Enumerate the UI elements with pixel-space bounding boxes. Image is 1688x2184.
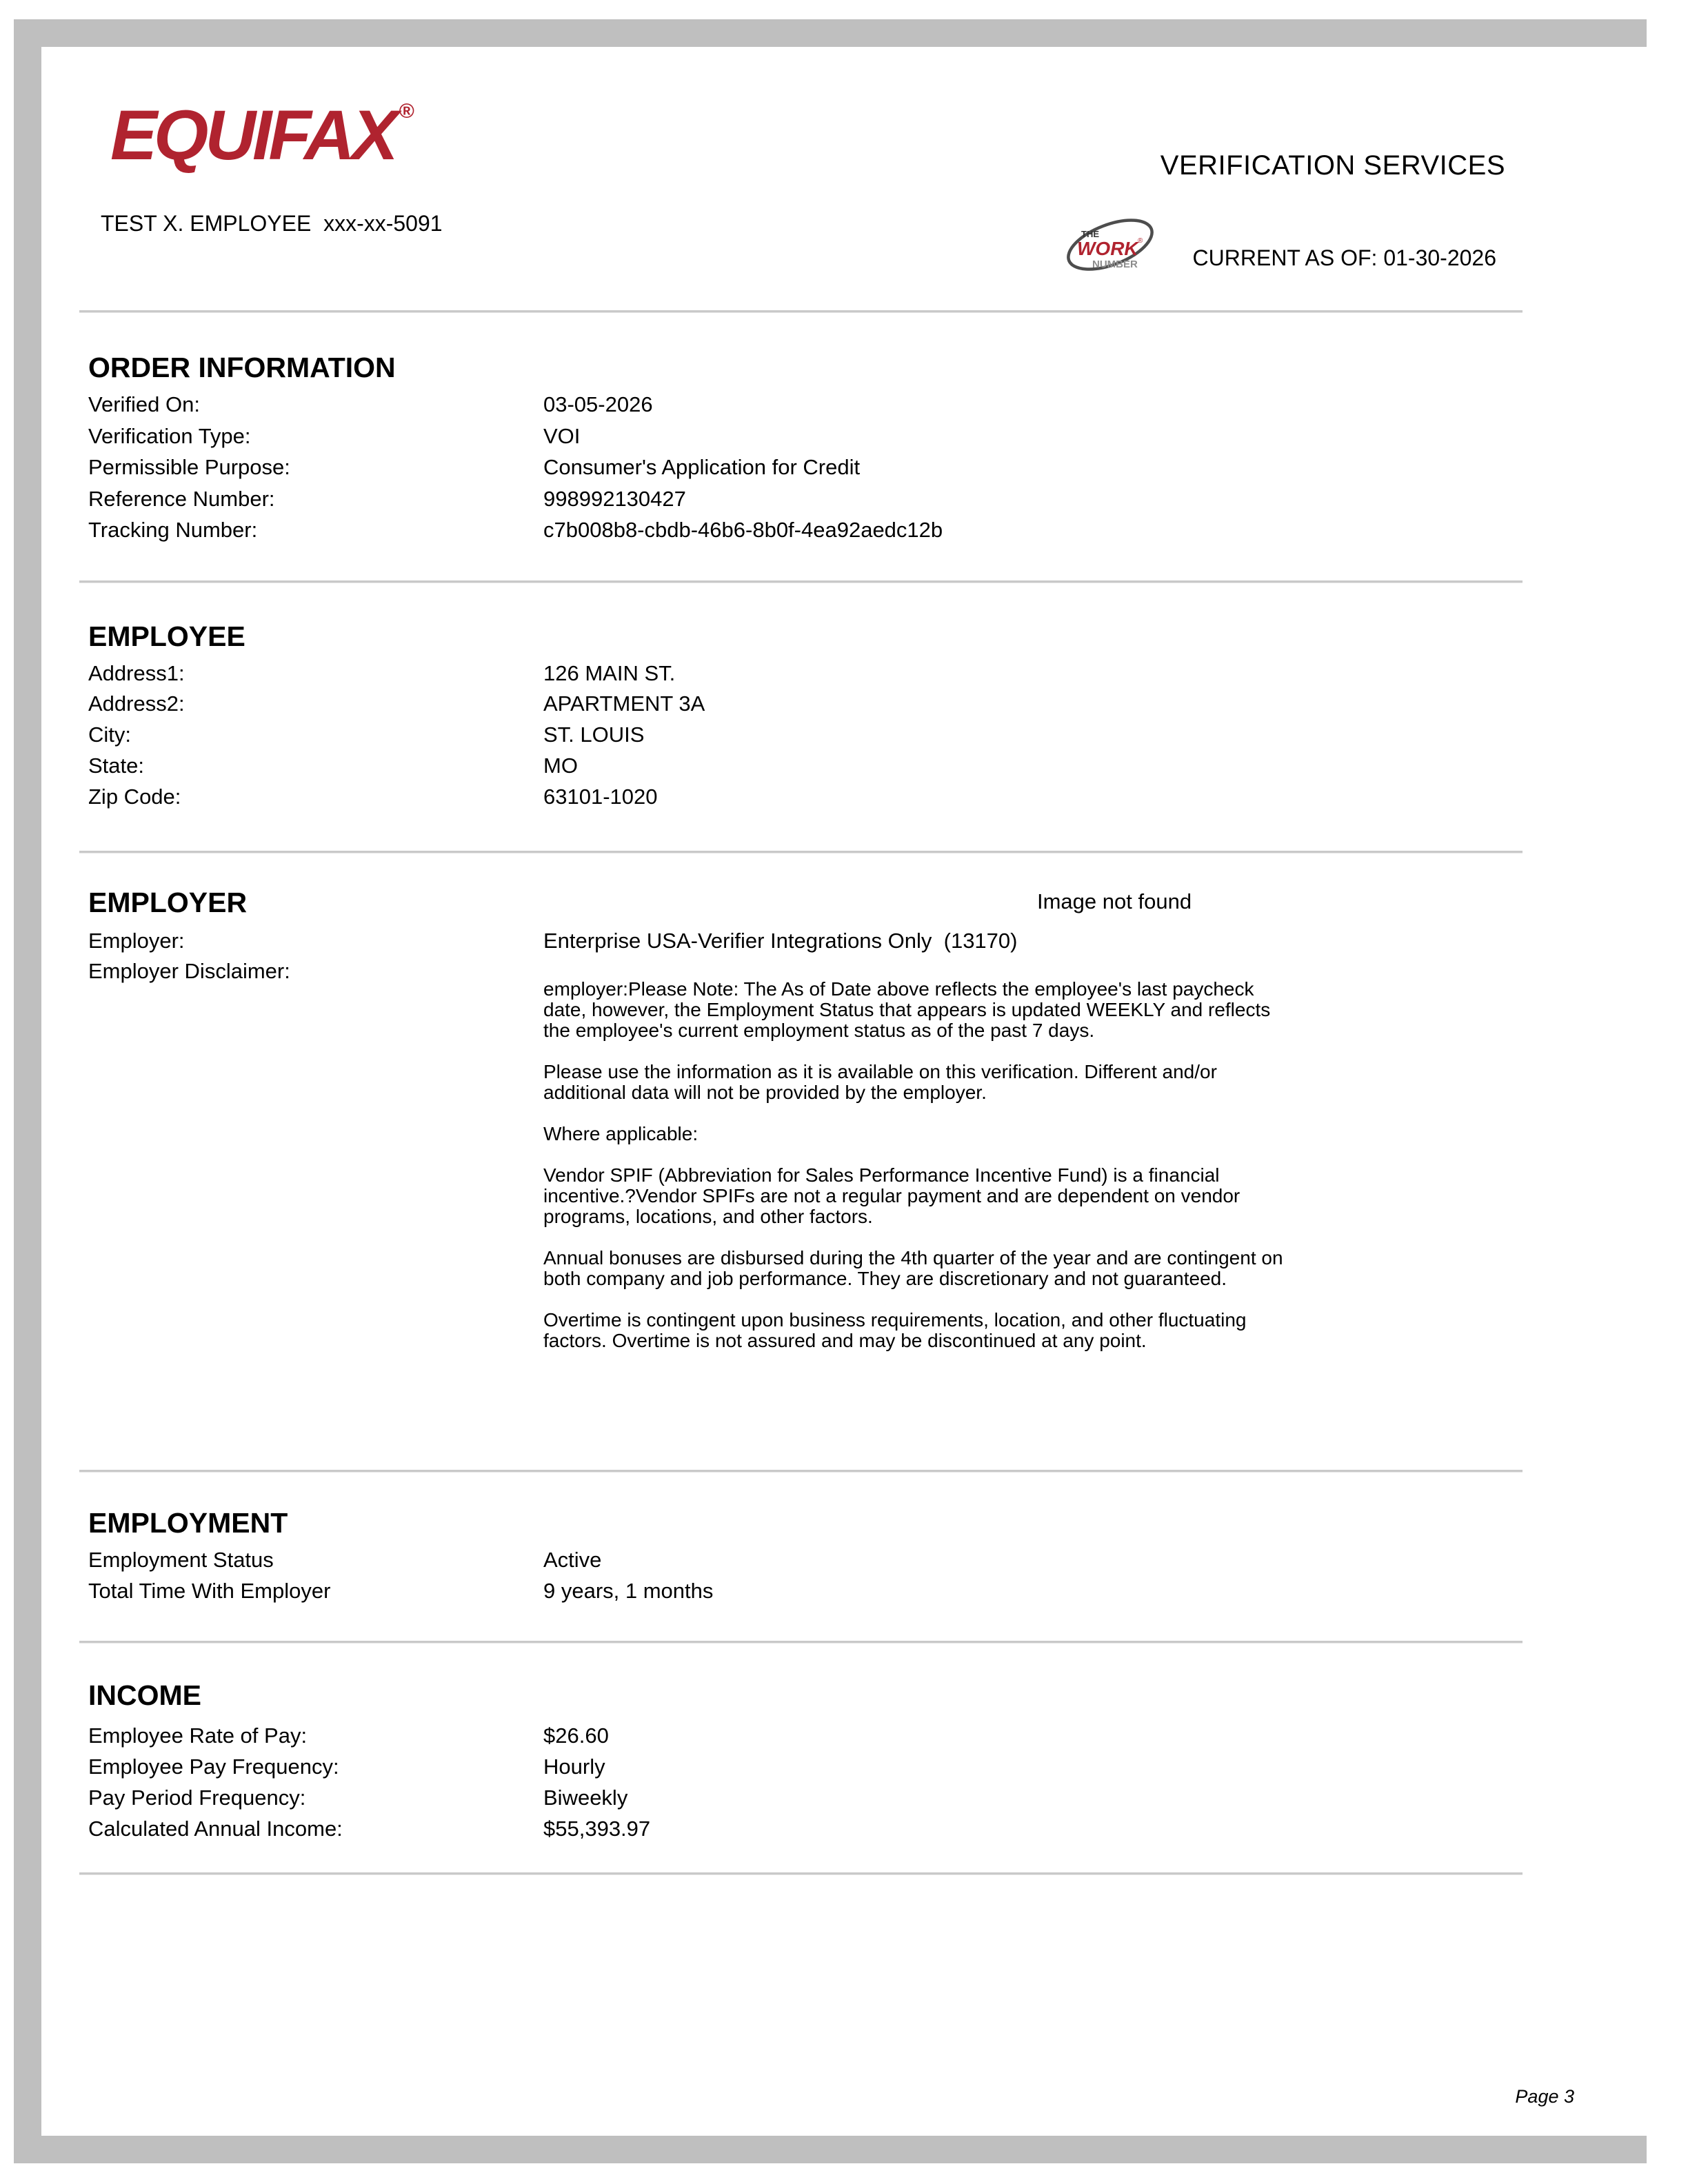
work-number-the-text: THE bbox=[1081, 229, 1099, 239]
field-label: Tracking Number: bbox=[88, 518, 258, 542]
field-label: State: bbox=[88, 754, 144, 778]
field-value: ST. LOUIS bbox=[543, 722, 645, 747]
disclaimer-paragraph: employer:Please Note: The As of Date above reflects the employee's last paycheck date, however, the Employment Status that appears is updated WEEKLY and reflects the employee's current employment status as of the past 7 days. bbox=[543, 978, 1271, 1041]
disclaimer-paragraph: Annual bonuses are disbursed during the 4th quarter of the year and are contingent on both company and job performance. They are discretionary and not guaranteed. bbox=[543, 1247, 1283, 1289]
field-value: Biweekly bbox=[543, 1786, 628, 1810]
equifax-logo bbox=[110, 95, 414, 176]
field-label: Employer: bbox=[88, 929, 185, 953]
section-divider bbox=[79, 851, 1523, 853]
section-divider bbox=[79, 580, 1523, 583]
image-not-found-text: Image not found bbox=[1037, 889, 1192, 913]
work-number-work-text: WORK bbox=[1077, 238, 1138, 259]
field-value: VOI bbox=[543, 424, 581, 448]
page-number: Page 3 bbox=[1515, 2086, 1574, 2107]
field-value: $26.60 bbox=[543, 1723, 609, 1748]
field-label: City: bbox=[88, 722, 131, 747]
section-divider bbox=[79, 1872, 1523, 1875]
field-label: Permissible Purpose: bbox=[88, 455, 290, 479]
field-label: Address1: bbox=[88, 661, 185, 685]
employer-title: EMPLOYER bbox=[88, 887, 248, 918]
disclaimer-paragraph: Vendor SPIF (Abbreviation for Sales Performance Incentive Fund) is a financial incentive.?Vendor SPIFs are not a regular payment and are dependent on vendor programs, locations, and other factors. bbox=[543, 1164, 1240, 1227]
field-value: Consumer's Application for Credit bbox=[543, 455, 861, 479]
section-divider bbox=[79, 310, 1523, 313]
field-value: Active bbox=[543, 1548, 602, 1572]
registered-mark-icon: ® bbox=[399, 100, 414, 123]
document-frame bbox=[14, 19, 1647, 2163]
income-title: INCOME bbox=[88, 1679, 201, 1711]
field-value: 03-05-2026 bbox=[543, 392, 653, 416]
disclaimer-paragraph: Please use the information as it is available on this verification. Different and/or additional data will not be provided by the employer. bbox=[543, 1061, 1217, 1103]
the-work-number-logo-icon bbox=[1061, 211, 1161, 280]
field-value: 998992130427 bbox=[543, 487, 686, 511]
current-as-of-text: CURRENT AS OF: 01-30-2026 bbox=[1192, 245, 1496, 270]
field-label: Employee Rate of Pay: bbox=[88, 1723, 308, 1748]
field-label: Calculated Annual Income: bbox=[88, 1817, 343, 1841]
service-title: VERIFICATION SERVICES bbox=[1160, 150, 1505, 181]
field-label: Verified On: bbox=[88, 392, 200, 416]
work-number-registered-mark: ® bbox=[1138, 237, 1143, 245]
field-value: MO bbox=[543, 754, 578, 778]
employment-title: EMPLOYMENT bbox=[88, 1507, 288, 1539]
order-information-title: ORDER INFORMATION bbox=[88, 352, 396, 383]
employer-disclaimer-label: Employer Disclaimer: bbox=[88, 959, 290, 983]
field-value: 9 years, 1 months bbox=[543, 1579, 714, 1603]
field-value: 126 MAIN ST. bbox=[543, 661, 676, 685]
field-label: Address2: bbox=[88, 691, 185, 716]
field-label: Total Time With Employer bbox=[88, 1579, 331, 1603]
field-label: Employee Pay Frequency: bbox=[88, 1755, 339, 1779]
field-value: APARTMENT 3A bbox=[543, 691, 705, 716]
employee-title: EMPLOYEE bbox=[88, 620, 245, 652]
section-divider bbox=[79, 1470, 1523, 1473]
equifax-logo-text: EQUIFAX bbox=[110, 96, 395, 174]
field-label: Pay Period Frequency: bbox=[88, 1786, 306, 1810]
field-value: 63101-1020 bbox=[543, 785, 658, 809]
field-label: Reference Number: bbox=[88, 487, 275, 511]
employer-disclaimer-text bbox=[543, 979, 1292, 1372]
disclaimer-paragraph: Overtime is contingent upon business requirements, location, and other fluctuating factors. Overtime is not assured and may be discontinued at any point. bbox=[543, 1309, 1247, 1351]
field-value: Hourly bbox=[543, 1755, 605, 1779]
section-divider bbox=[79, 1641, 1523, 1644]
field-label: Verification Type: bbox=[88, 424, 251, 448]
employee-name-line: TEST X. EMPLOYEE xxx-xx-5091 bbox=[101, 211, 443, 236]
work-number-number-text: NUMBER bbox=[1092, 259, 1138, 270]
page-content bbox=[41, 47, 1647, 2136]
disclaimer-paragraph: Where applicable: bbox=[543, 1123, 699, 1144]
field-label: Employment Status bbox=[88, 1548, 274, 1572]
field-label: Zip Code: bbox=[88, 785, 181, 809]
field-value: Enterprise USA-Verifier Integrations Only (13170) bbox=[543, 929, 1018, 953]
field-value: $55,393.97 bbox=[543, 1817, 651, 1841]
field-value: c7b008b8-cbdb-46b6-8b0f-4ea92aedc12b bbox=[543, 518, 943, 542]
